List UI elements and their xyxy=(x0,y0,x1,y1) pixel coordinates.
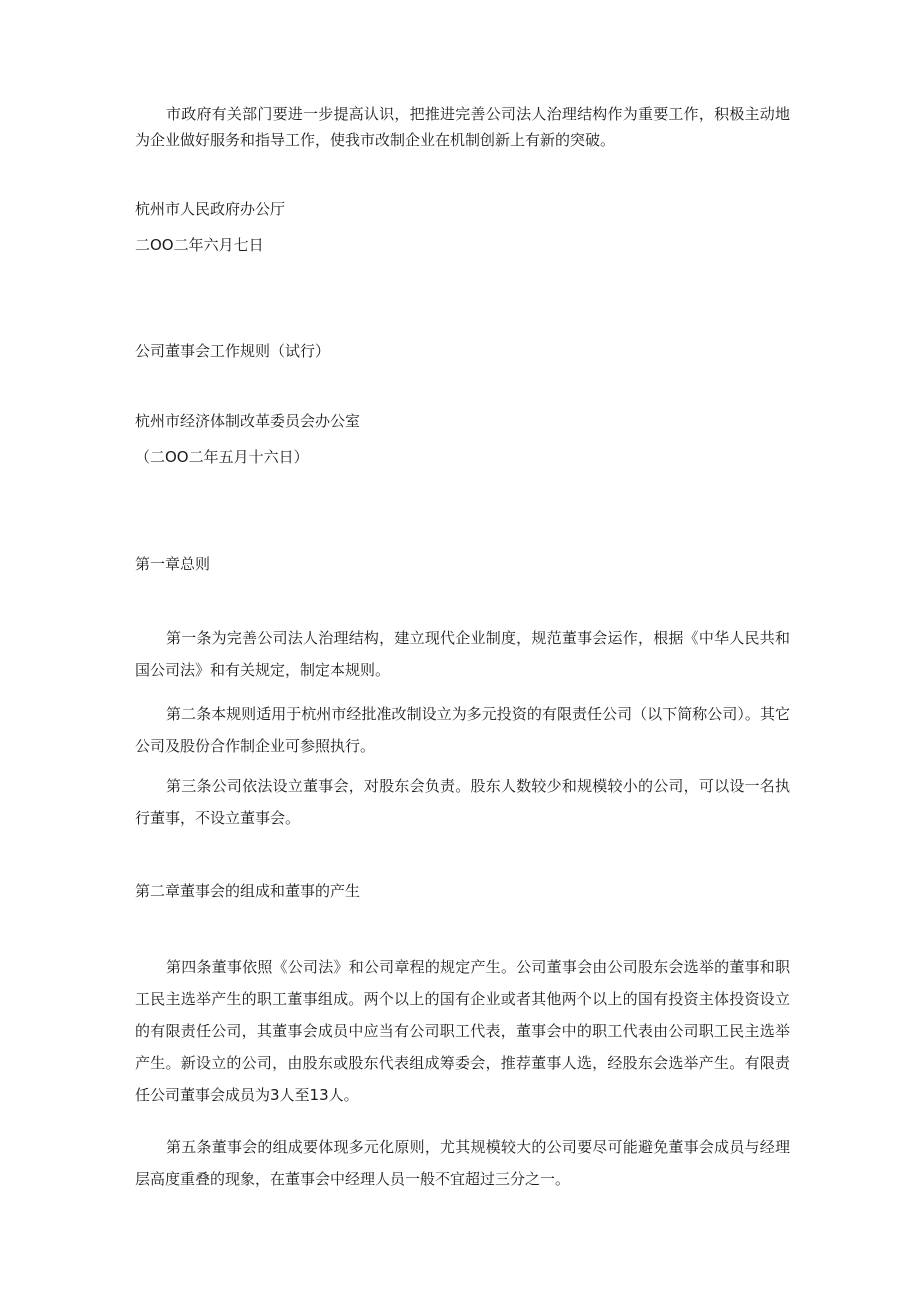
article-5: 第五条董事会的组成要体现多元化原则，尤其规模较大的公司要尽可能避免董事会成员与经理层高度重叠的现象，在董事会中经理人员一般不宜超过三分之一。 xyxy=(135,1138,790,1188)
chapter1-heading: 第一章总则 xyxy=(135,555,211,573)
rules-date: （二OO二年五月十六日） xyxy=(135,448,309,466)
rules-title: 公司董事会工作规则（试行） xyxy=(135,342,331,360)
intro-paragraph: 市政府有关部门要进一步提高认识，把推进完善公司法人治理结构作为重要工作，积极主动地为企业做好服务和指导工作，使我市改制企业在机制创新上有新的突破。 xyxy=(135,105,790,149)
article-3: 第三条公司依法设立董事会，对股东会负责。股东人数较少和规模较小的公司，可以设一名执行董事，不设立董事会。 xyxy=(135,777,790,827)
article-2: 第二条本规则适用于杭州市经批准改制设立为多元投资的有限责任公司（以下简称公司）。其它公司及股份合作制企业可参照执行。 xyxy=(135,705,790,755)
signature-office: 杭州市人民政府办公厅 xyxy=(135,200,286,218)
signature-date: 二OO二年六月七日 xyxy=(135,236,264,254)
article-1: 第一条为完善公司法人治理结构，建立现代企业制度，规范董事会运作，根据《中华人民共和国公司法》和有关规定，制定本规则。 xyxy=(135,629,790,679)
rules-issuer: 杭州市经济体制改革委员会办公室 xyxy=(135,412,361,430)
chapter2-heading: 第二章董事会的组成和董事的产生 xyxy=(135,882,361,900)
article-4: 第四条董事依照《公司法》和公司章程的规定产生。公司董事会由公司股东会选举的董事和职工民主选举产生的职工董事组成。两个以上的国有企业或者其他两个以上的国有投资主体投资设立的有限责任公司，其董事会成员中应当有公司职工代表，董事会中的职工代表由公司职工民主选举产生。新设立的公司，由股东或股东代表组成筹委会，推荐董事人选，经股东会选举产生。有限责任公司董事会成员为3人至13人。 xyxy=(135,958,790,1104)
